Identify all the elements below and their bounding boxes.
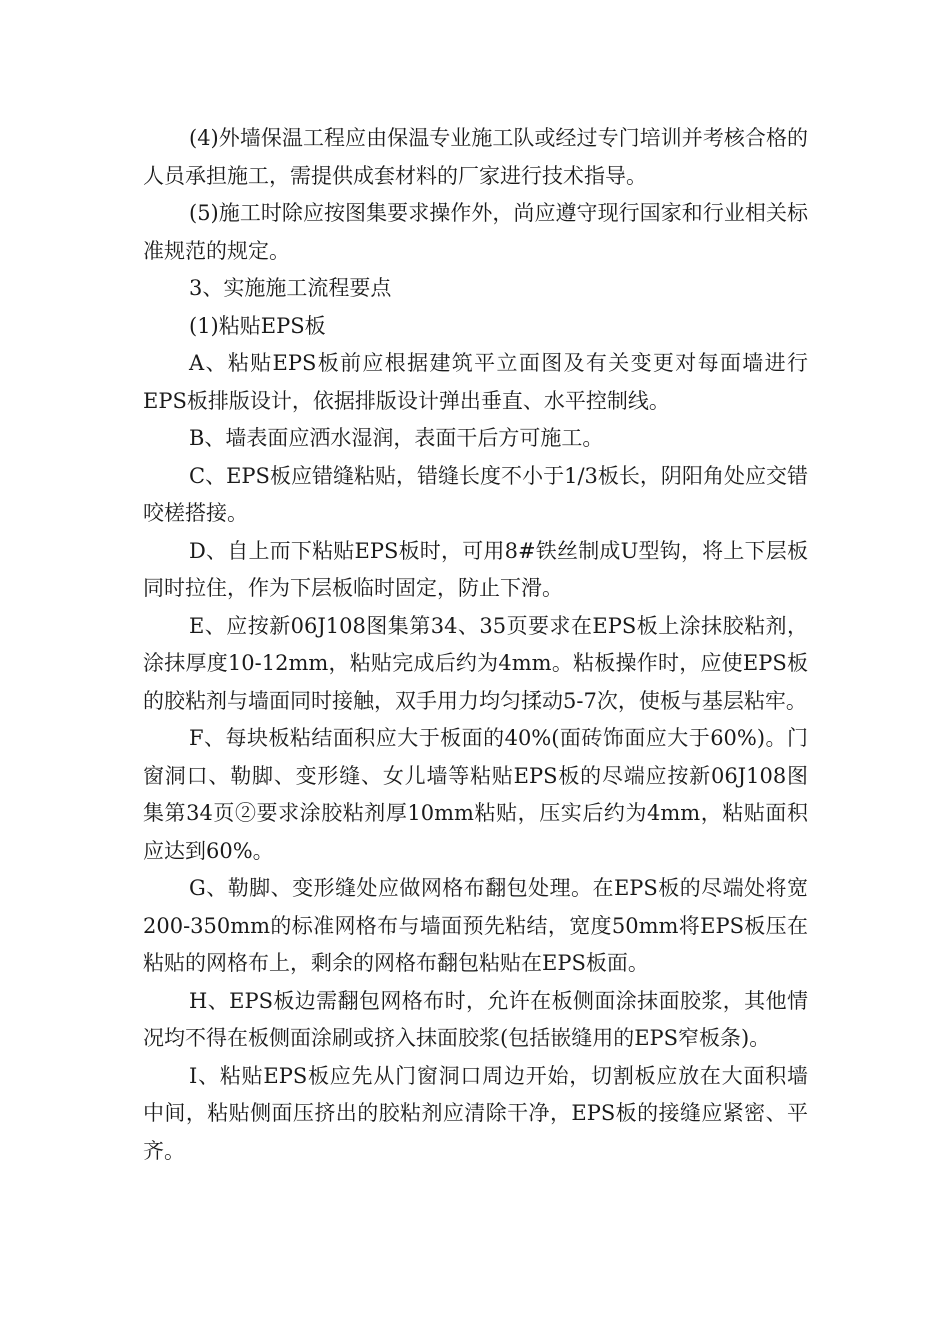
- paragraph-item-5: (5)施工时除应按图集要求操作外，尚应遵守现行国家和行业相关标准规范的规定。: [143, 201, 808, 263]
- paragraph-item-e: E、应按新06J108图集第34、35页要求在EPS板上涂抹胶粘剂，涂抹厚度10-12mm，粘贴完成后约为4mm。粘板操作时，应使EPS板的胶粘剂与墙面同时接触，双手用力均匀揉动5-7次，使板与基层粘牢。: [143, 613, 808, 713]
- paragraph-item-h: H、EPS板边需翻包网格布时，允许在板侧面涂抹面胶浆，其他情况均不得在板侧面涂刷或挤入抹面胶浆(包括嵌缝用的EPS窄板条)。: [143, 988, 808, 1050]
- paragraph-item-i: I、粘贴EPS板应先从门窗洞口周边开始，切割板应放在大面积墙中间，粘贴侧面压挤出的胶粘剂应清除干净，EPS板的接缝应紧密、平齐。: [143, 1063, 808, 1163]
- section-heading-3: 3、实施施工流程要点: [189, 276, 392, 300]
- paragraph-item-d: D、自上而下粘贴EPS板时，可用8#铁丝制成U型钩，将上下层板同时拉住，作为下层板临时固定，防止下滑。: [143, 538, 808, 600]
- paragraph-item-b: B、墙表面应洒水湿润，表面干后方可施工。: [189, 426, 604, 450]
- subsection-heading-1: (1)粘贴EPS板: [189, 313, 326, 338]
- document-body: [143, 120, 808, 1170]
- paragraph-item-f: F、每块板粘结面积应大于板面的40%(面砖饰面应大于60%)。门窗洞口、勒脚、变形缝、女儿墙等粘贴EPS板的尽端应按新06J108图集第34页②要求涂胶粘剂厚10mm粘贴，压实后约为4mm，粘贴面积应达到60%。: [143, 726, 808, 863]
- paragraph-item-c: C、EPS板应错缝粘贴，错缝长度不小于1/3板长，阴阳角处应交错咬槎搭接。: [143, 463, 808, 525]
- paragraph-item-4: (4)外墙保温工程应由保温专业施工队或经过专门培训并考核合格的人员承担施工，需提供成套材料的厂家进行技术指导。: [143, 126, 808, 188]
- paragraph-item-a: A、粘贴EPS板前应根据建筑平立面图及有关变更对每面墙进行EPS板排版设计，依据排版设计弹出垂直、水平控制线。: [143, 351, 808, 413]
- paragraph-item-g: G、勒脚、变形缝处应做网格布翻包处理。在EPS板的尽端处将宽200-350mm的标准网格布与墙面预先粘结，宽度50mm将EPS板压在粘贴的网格布上，剩余的网格布翻包粘贴在EPS板面。: [143, 876, 808, 975]
